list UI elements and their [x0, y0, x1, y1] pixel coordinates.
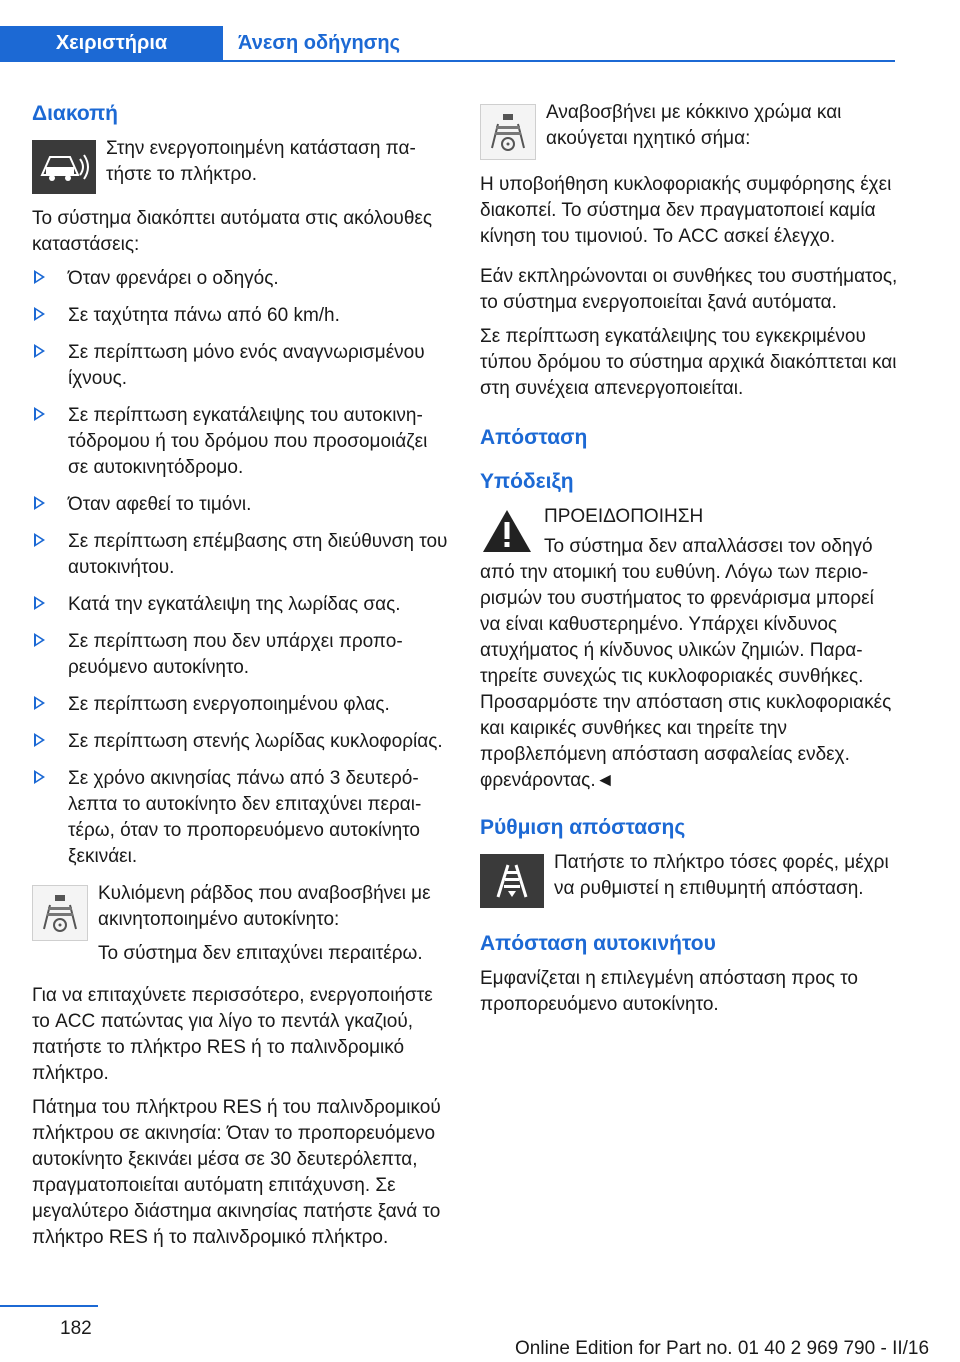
list-item: Όταν αφεθεί το τιμόνι. [32, 492, 450, 518]
heading-note: Υπόδειξη [480, 470, 574, 493]
traffic-jam-assist-indicator-icon [32, 885, 88, 941]
traffic-jam-assist-red-icon [480, 104, 536, 160]
vehicle-distance-text: Εμφανίζεται η επιλεγμένη απόσταση προς το προπορευόμενο αυτοκίνητο. [480, 968, 858, 1015]
list-item: Σε ταχύτητα πάνω από 60 km/h. [32, 303, 450, 329]
list-item: Σε χρόνο ακινησίας πάνω από 3 δευτερόλεπτα το αυτοκίνητο δεν επιταχύνει περαιτέρω, όταν το προπορευόμενο αυτοκίνητο ξεκινάει. [32, 766, 450, 870]
bullet-triangle-icon [34, 770, 45, 784]
bullet-triangle-icon [34, 307, 45, 321]
footer-divider [0, 1305, 98, 1307]
heading-interruption: Διακοπή [32, 102, 118, 125]
rolling-bar-icon-row [32, 881, 450, 975]
warning-triangle-icon [480, 506, 534, 556]
list-item: Σε περίπτωση στενής λωρίδας κυκλοφορίας. [32, 729, 450, 755]
assist-interrupted-text: Η υποβοήθηση κυκλοφοριακής συμφόρησης έχει διακοπεί. Το σύστημα δεν πραγματοποιεί καμία κίνηση του τιμονιού. Το ACC ασκεί έλεγχο. [480, 174, 892, 247]
bullet-triangle-icon [34, 270, 45, 284]
list-item: Σε περίπτωση εγκατάλειψης του αυτοκινητόδρομου ή του δρόμου που προσομοιάζει σε αυτοκινητόδρομο. [32, 403, 450, 481]
header-divider [0, 60, 895, 62]
bullet-triangle-icon [34, 596, 45, 610]
deactivation-paragraph: Σε περίπτωση εγκατάλειψης του εγκεκριμένου τύπου δρόμου το σύστημα αρχικά διακόπτεται και στη συνέχεια απενεργοποιείται. [480, 326, 897, 399]
interruption-icon-row [32, 136, 450, 198]
reactivation-paragraph: Εάν εκπληρώνονται οι συνθήκες του συστήματος, το σύστημα ενεργοποιείται ξανά αυτόματα. [480, 266, 898, 313]
distance-setting-text: Πατήστε το πλήκτρο τόσες φορές, μέχρι να ρυθμιστεί η επιθυμητή απόσταση. [554, 852, 889, 899]
list-item: Κατά την εγκατάλειψη της λωρίδας σας. [32, 592, 450, 618]
warning-text: Το σύστημα δεν απαλλάσσει τον οδηγό από την ατομική του ευθύνη. Λόγω των περιορισμών του συστήματος το φρενάρισμα μπορεί να είναι καθυστερημένο. Υπάρχει κίνδυνος ατυχήματος ή κίνδυνος υλικών ζημιών. Παρατηρείτε συνεχώς τις κυκλοφοριακές συνθήκες. Προσαρμόστε την απόσταση στις κυκλοφοριακές και καιρικές συνθήκες και τηρείτε την προβλεπόμενη απόσταση ασφαλείας ενδεχ. φρενάροντας.◄ [480, 536, 892, 791]
list-item: Σε περίπτωση ενεργοποιημένου φλας. [32, 692, 450, 718]
standstill-paragraph: Πάτημα του πλήκτρου RES ή του παλινδρομικού πλήκτρου σε ακινησία: Όταν το προπορευόμενο αυτοκίνητο ξεκινάει μέσα σε 30 δευτερόλεπτα, πραγματοποιείται αυτόματη επιτάχυνση. Σε μεγαλύτερο διάστημα ακινησίας πατήστε ξανά το πλήκτρο RES ή το παλινδρομικό πλήκτρο. [32, 1097, 441, 1248]
bullet-triangle-icon [34, 407, 45, 421]
tab-controls[interactable]: Χειριστήρια [0, 26, 223, 60]
steering-assist-button-icon [32, 140, 96, 194]
interruption-instruction: Στην ενεργοποιημένη κατάσταση πατήστε το πλήκτρο. [106, 138, 416, 185]
bullet-triangle-icon [34, 496, 45, 510]
interruption-conditions-list [32, 266, 450, 870]
bullet-triangle-icon [34, 633, 45, 647]
right-column [480, 100, 898, 1026]
list-item: Σε περίπτωση μόνο ενός αναγνωρισμένου ίχνους. [32, 340, 450, 392]
distance-setting-icon-row [480, 850, 898, 912]
red-indicator-text: Αναβοσβήνει με κόκκινο χρώμα και ακούγεται ηχητικό σήμα: [546, 102, 842, 149]
bullet-triangle-icon [34, 344, 45, 358]
tab-driving-comfort[interactable]: Άνεση οδήγησης [238, 32, 400, 54]
heading-distance: Απόσταση [480, 426, 588, 449]
list-item: Σε περίπτωση που δεν υπάρχει προπορευόμενο αυτοκίνητο. [32, 629, 450, 681]
list-item: Όταν φρενάρει ο οδηγός. [32, 266, 450, 292]
bullet-triangle-icon [34, 733, 45, 747]
page-header [0, 0, 960, 62]
rolling-bar-text: Κυλιόμενη ράβδος που αναβοσβήνει με ακινητοποιημένο αυτοκίνητο: [98, 883, 431, 930]
heading-distance-setting: Ρύθμιση απόστασης [480, 816, 686, 839]
heading-vehicle-distance: Απόσταση αυτοκινήτου [480, 932, 716, 955]
left-column [32, 100, 450, 1259]
bullet-triangle-icon [34, 533, 45, 547]
accelerate-paragraph: Για να επιταχύνετε περισσότερο, ενεργοποιήστε το ACC πατώντας για λίγο το πεντάλ γκαζιού, πατήστε το πλήκτρο RES ή το παλινδρομικό πλήκτρο. [32, 985, 433, 1084]
distance-button-icon [480, 854, 544, 908]
rolling-bar-result: Το σύστημα δεν επιταχύνει περαιτέρω. [98, 943, 423, 964]
bullet-triangle-icon [34, 696, 45, 710]
list-item: Σε περίπτωση επέμβασης στη διεύθυνση του αυτοκινήτου. [32, 529, 450, 581]
warning-title: ΠΡΟΕΙΔΟΠΟΙΗΣΗ [544, 506, 704, 527]
warning-block [480, 504, 898, 794]
edition-info: Online Edition for Part no. 01 40 2 969 790 - II/16 [515, 1338, 930, 1359]
red-indicator-icon-row [480, 100, 898, 164]
page-number: 182 [60, 1318, 92, 1339]
interruption-intro: Το σύστημα διακόπτει αυτόματα στις ακόλουθες καταστάσεις: [32, 208, 433, 255]
